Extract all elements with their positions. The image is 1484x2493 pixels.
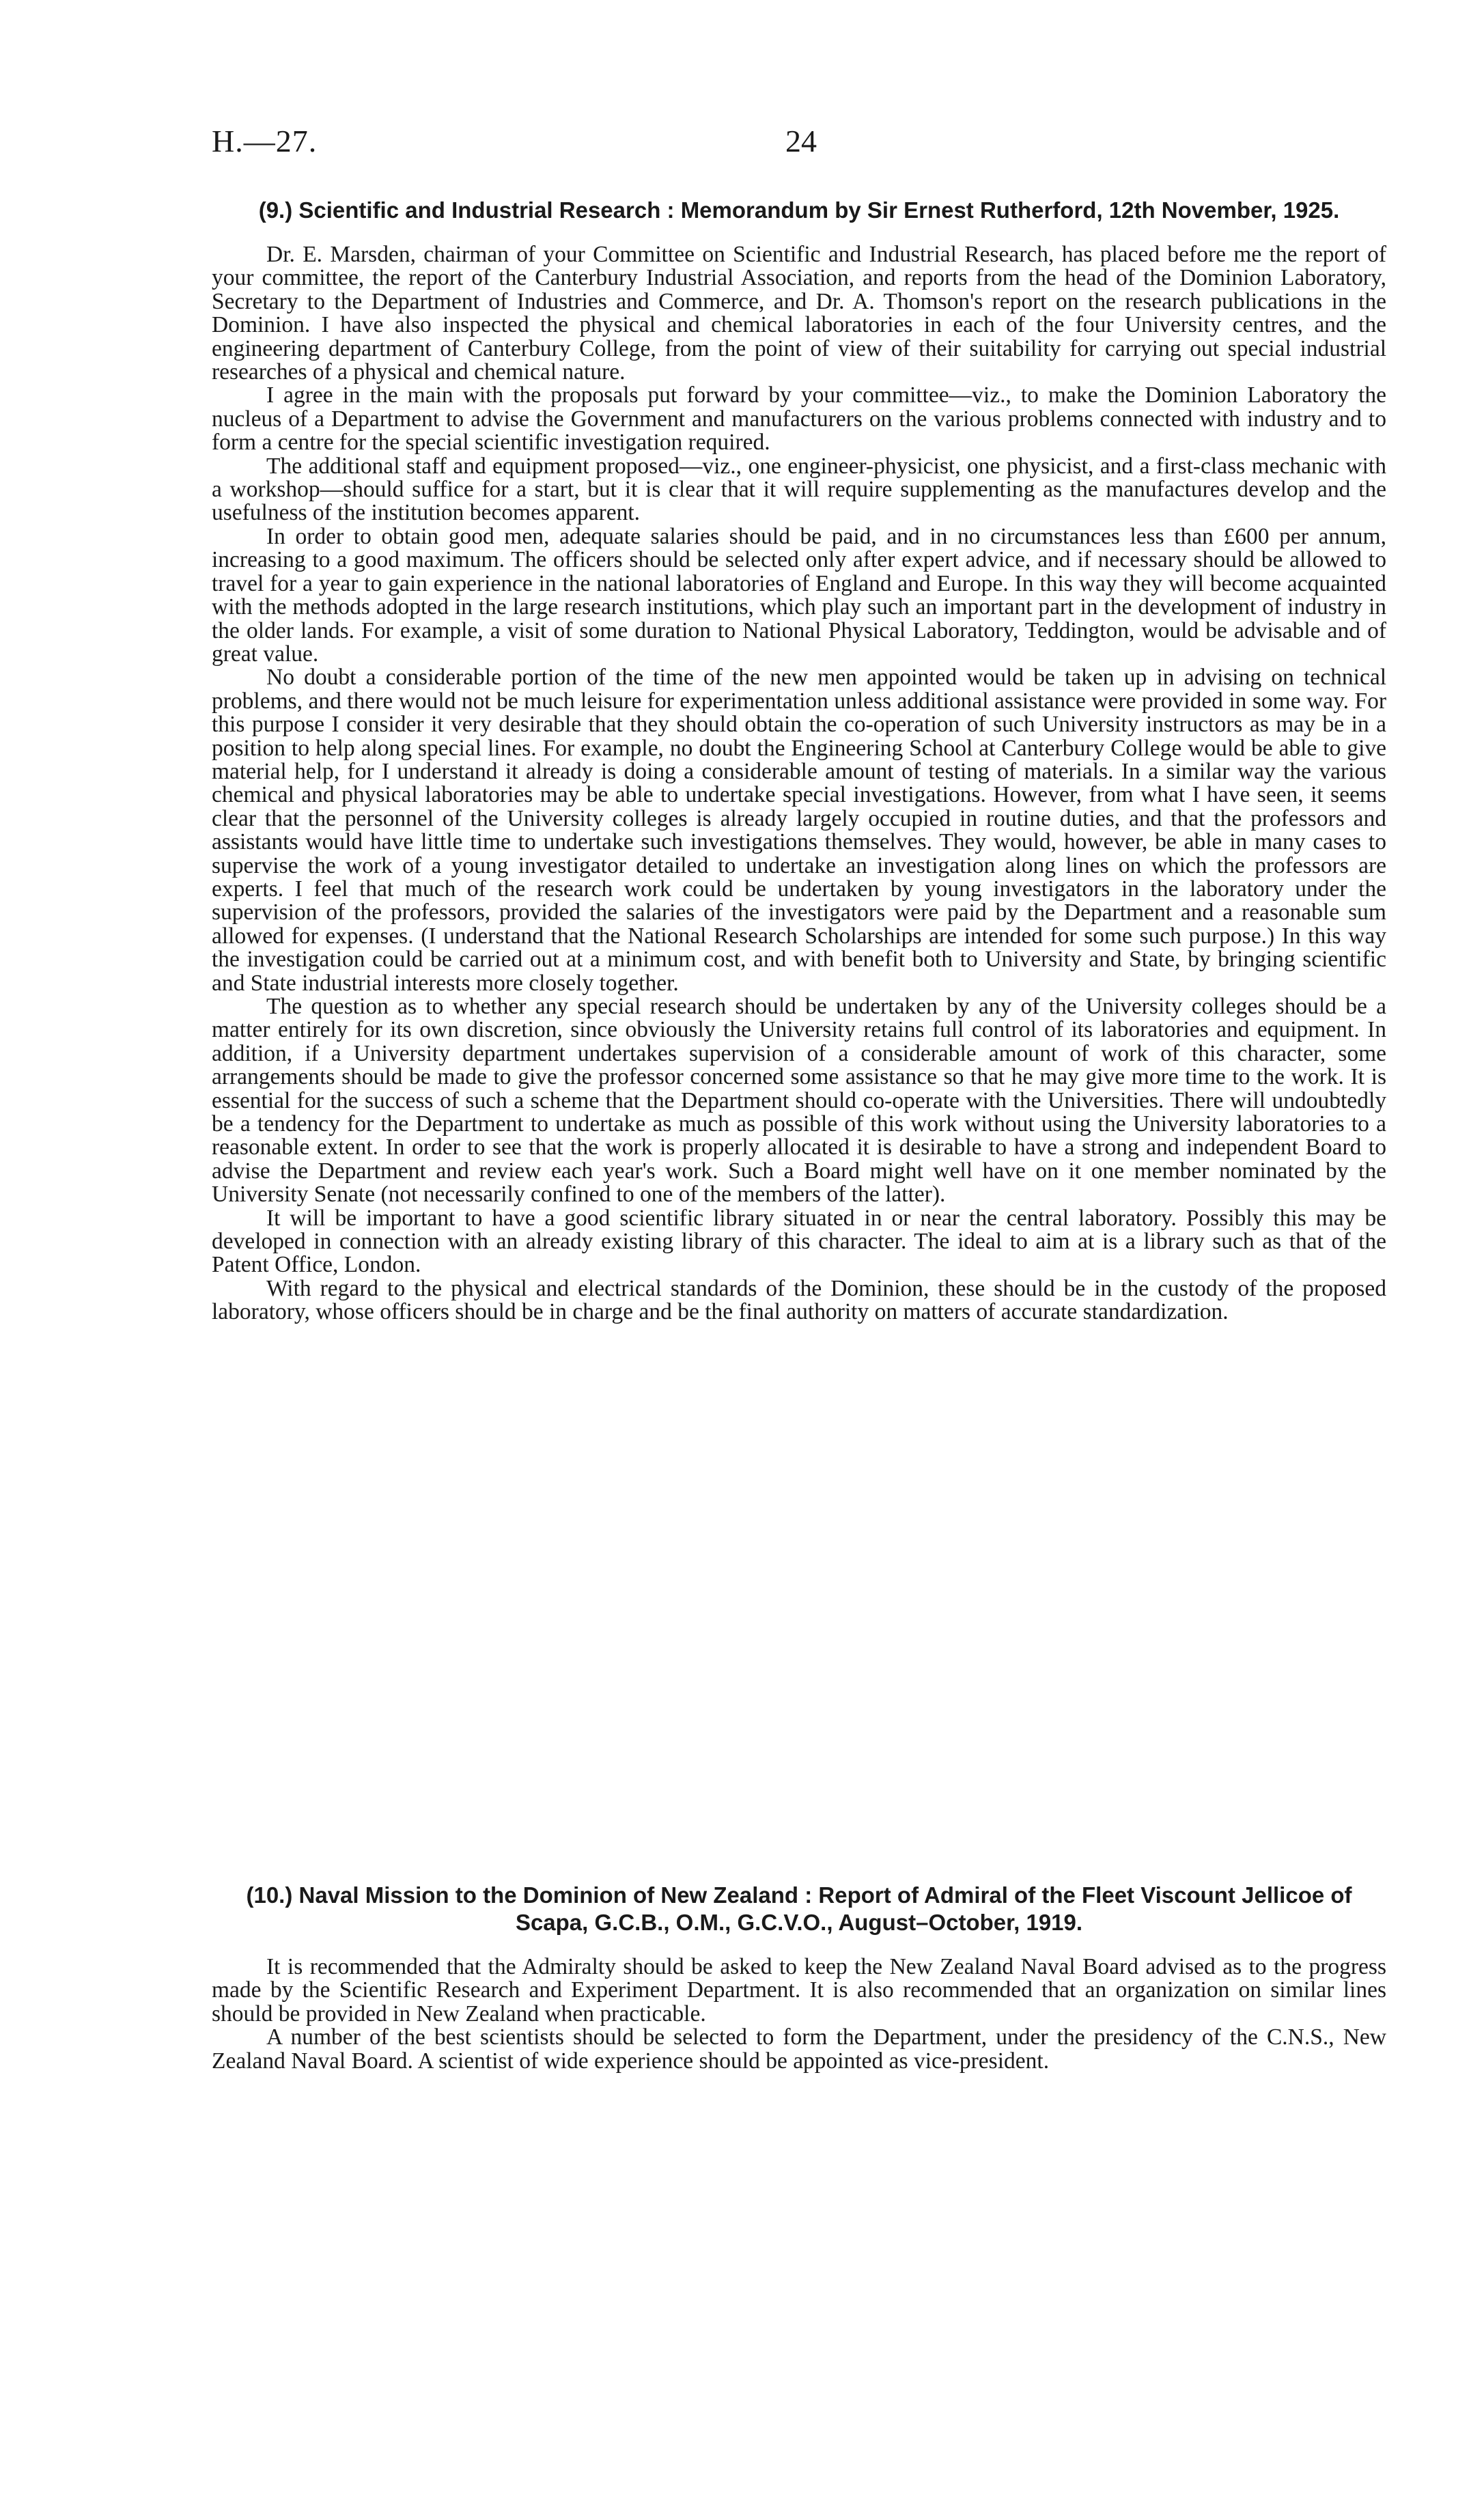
paragraph: It is recommended that the Admiralty should be asked to keep the New Zealand Naval Board advised as to the progress made by the Scientific Research and Experiment Department. It is also recommended that an organization on similar lines should be provided in New Zealand when practicable. <box>212 1954 1386 2027</box>
section-naval-mission <box>212 1882 1386 2073</box>
paragraph: Dr. E. Marsden, chairman of your Committee on Scientific and Industrial Research, has placed before me the report of your committee, the report of the Canterbury Industrial Association, and reports from the head of the Dominion Laboratory, Secretary to the Department of Industries and Commerce, and Dr. A. Thomson's report on the research publications in the Dominion. I have also inspected the physical and chemical laboratories in each of the four University centres, and the engineering department of Canterbury College, from the point of view of their suitability for carrying out special industrial researches of a physical and chemical nature. <box>212 242 1386 385</box>
paragraph: In order to obtain good men, adequate salaries should be paid, and in no circumstances less than £600 per annum, increasing to a good maximum. The officers should be selected only after expert advice, and if necessary should be allowed to travel for a year to gain experience in the national laboratories of England and Europe. In this way they will become acquainted with the methods adopted in the large research institutions, which play such an important part in the development of industry in the older lands. For example, a visit of some duration to National Physical Laboratory, Teddington, would be advisable and of great value. <box>212 523 1386 667</box>
section-heading: (10.) Naval Mission to the Dominion of New Zealand : Report of Admiral of the Fleet Viscount Jellicoe of Scapa, G.C.B., O.M., G.C.V.O., August–October, 1919. <box>246 1882 1352 1935</box>
section-scientific-research <box>212 197 1386 1324</box>
paragraph: The question as to whether any special research should be undertaken by any of the University colleges should be a matter entirely for its own discretion, since obviously the University retains full control of its laboratories and equipment. In addition, if a University department undertakes supervision of a considerable amount of work of this character, some arrangements should be made to give the professor concerned some assistance so that he may give more time to the work. It is essential for the success of such a scheme that the Department should co-operate with the Universities. There will undoubtedly be a tendency for the Department to undertake as much as possible of this work without using the University laboratories to a reasonable extent. In order to see that the work is properly allocated it is desirable to have a strong and independent Board to advise the Department and review each year's work. Such a Board might well have on it one member nominated by the University Senate (not necessarily confined to one of the members of the latter). <box>212 994 1386 1208</box>
paragraph: It will be important to have a good scientific library situated in or near the central laboratory. Possibly this may be developed in connection with an already existing library of this character. The ideal to aim at is a library such as that of the Patent Office, London. <box>212 1205 1386 1278</box>
section-heading: (9.) Scientific and Industrial Research : Memorandum by Sir Ernest Rutherford, 12th November, 1925. <box>258 197 1340 223</box>
document-reference: H.—27. <box>212 124 318 158</box>
paragraph: A number of the best scientists should be selected to form the Department, under the presidency of the C.N.S., New Zealand Naval Board. A scientist of wide experience should be appointed as vice-president. <box>212 2024 1386 2074</box>
paragraph: No doubt a considerable portion of the time of the new men appointed would be taken up in advising on technical problems, and there would not be much leisure for experimentation unless additional assistance were provided in some way. For this purpose I consider it very desirable that they should obtain the co-operation of such University instructors as may be in a position to help along special lines. For example, no doubt the Engineering School at Canterbury College would be able to give material help, for I understand it already is doing a considerable amount of testing of materials. In a similar way the various chemical and physical laboratories may be able to undertake special investigations. However, from what I have seen, it seems clear that the personnel of the University colleges is already largely occupied in routine duties, and that the professors and assistants would have little time to undertake such investigations themselves. They would, however, be able in many cases to supervise the work of a young investigator detailed to undertake an investigation along lines on which the professors are experts. I feel that much of the research work could be undertaken by young investigators in the laboratory under the supervision of the professors, provided the salaries of the investigators were paid by the Department and a reasonable sum allowed for expenses. (I understand that the National Research Scholarships are intended for some such purpose.) In this way the investigation could be carried out at a minimum cost, and with benefit both to University and State, by bringing scientific and State industrial interests more closely together. <box>212 665 1386 996</box>
paragraph: I agree in the main with the proposals put forward by your committee—viz., to make the Dominion Laboratory the nucleus of a Department to advise the Government and manufacturers on the various problems connected with industry and to form a centre for the special scientific investigation required. <box>212 382 1386 456</box>
paragraph: The additional staff and equipment proposed—viz., one engineer-physicist, one physicist, and a first-class mechanic with a workshop—should suffice for a start, but it is clear that it will require supplementing as the manufactures develop and the usefulness of the institution becomes apparent. <box>212 453 1386 526</box>
paragraph: With regard to the physical and electrical standards of the Dominion, these should be in the custody of the proposed laboratory, whose officers should be in charge and be the final authority on matters of accurate standardization. <box>212 1275 1386 1325</box>
page-number: 24 <box>785 124 817 158</box>
running-header <box>212 123 1386 171</box>
